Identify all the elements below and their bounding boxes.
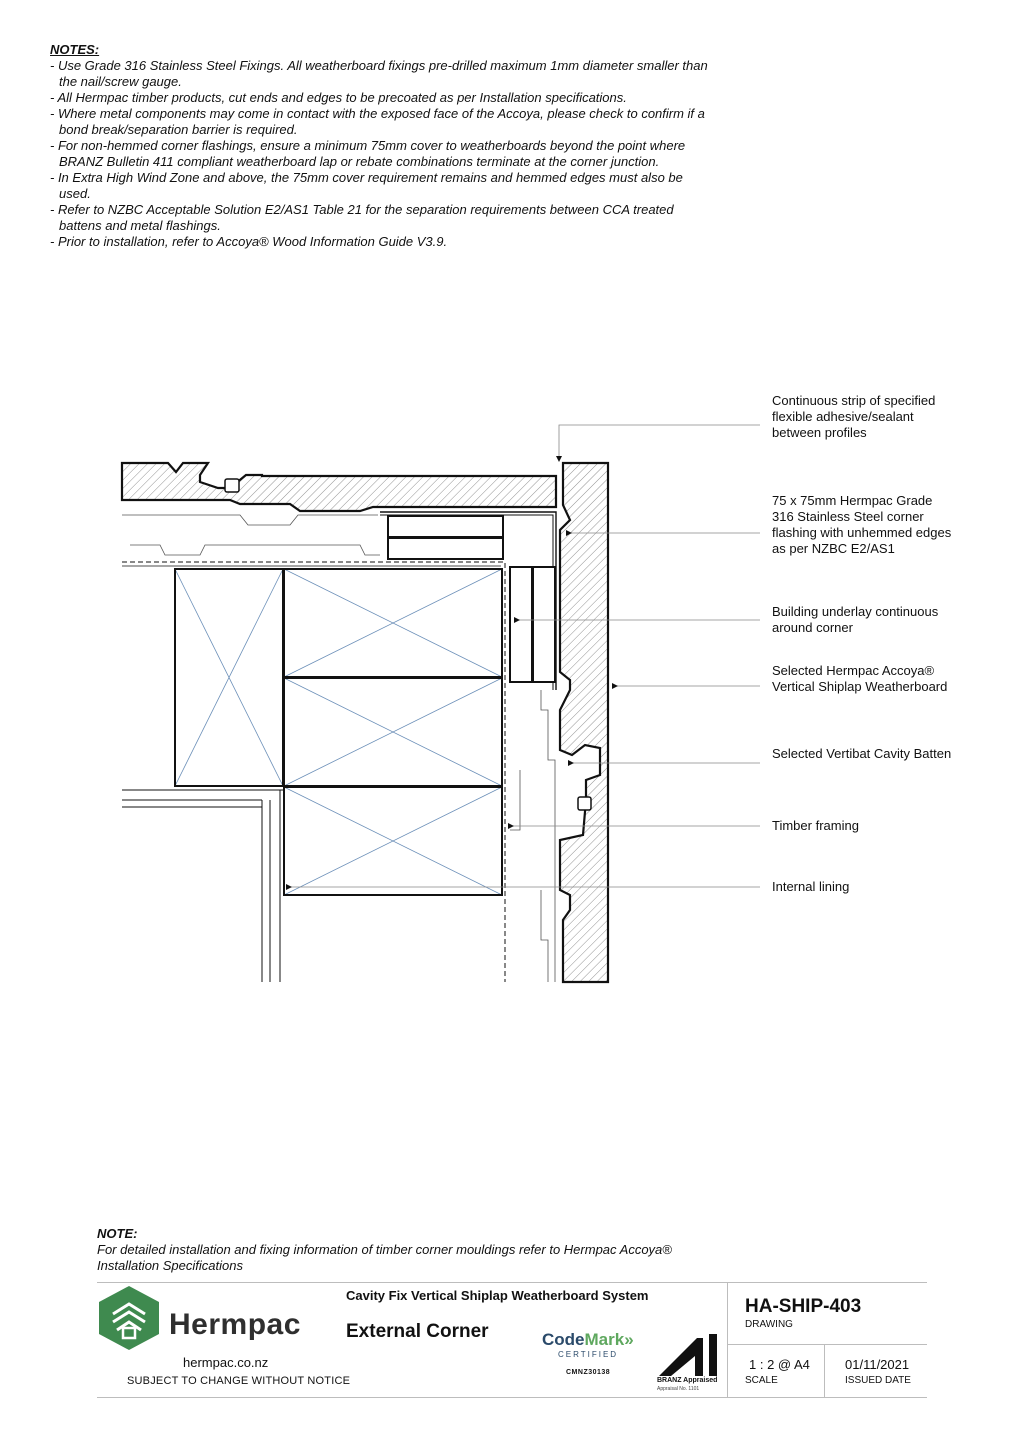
board-profile-line: [541, 890, 548, 982]
note-item: - All Hermpac timber products, cut ends and edges to be precoated as per Installation specifications.: [50, 90, 627, 105]
horizontal-cavity-batten: [388, 516, 503, 537]
title-block-divider: [727, 1282, 728, 1398]
board-profile-line: [510, 770, 520, 830]
callout-timber-framing: Timber framing: [772, 818, 859, 833]
title-block: [97, 1282, 927, 1398]
callout-corner-flashing: 75 x 75mm Hermpac Grade 316 Stainless Steel corner flashing with unhemmed edges as per NZBC E2/AS1: [772, 493, 952, 556]
installation-note: [97, 1226, 697, 1274]
issued-date-label: ISSUED DATE: [845, 1375, 911, 1386]
codemark-word: Code: [542, 1330, 585, 1349]
hermpac-logo-icon: [97, 1284, 161, 1352]
callout-internal-lining: Internal lining: [772, 879, 850, 894]
callout-weatherboard: Selected Hermpac Accoya® Vertical Shiplap Weatherboard: [772, 663, 948, 694]
codemark-chevrons-icon: »: [624, 1330, 634, 1349]
board-profile-line: [122, 515, 378, 525]
title-block-divider: [727, 1344, 927, 1345]
vertical-fixing: [578, 797, 591, 810]
vertical-cavity-batten: [533, 567, 555, 682]
system-title: Cavity Fix Vertical Shiplap Weatherboard System: [346, 1288, 649, 1303]
issued-date: 01/11/2021: [845, 1357, 910, 1372]
website-link[interactable]: hermpac.co.nz: [183, 1355, 269, 1370]
note-item: - Use Grade 316 Stainless Steel Fixings. All weatherboard fixings pre-drilled maximum 1mm diameter smaller than the nail/screw gauge.: [50, 58, 708, 89]
disclaimer: SUBJECT TO CHANGE WITHOUT NOTICE: [127, 1375, 351, 1387]
drawing-number: HA-SHIP-403: [745, 1296, 862, 1317]
callout-sealant: Continuous strip of specified flexible adhesive/sealant between profiles: [772, 393, 936, 440]
title-block-top-rule: [97, 1282, 927, 1283]
internal-lining: [122, 790, 283, 982]
building-underlay: [122, 562, 505, 982]
drawing-label: DRAWING: [745, 1319, 793, 1330]
branz-appraised-icon: [657, 1332, 719, 1378]
codemark-mark: Mark: [584, 1330, 625, 1349]
scale-value: 1 : 2 @ A4: [749, 1357, 810, 1372]
timber-framing: [175, 569, 502, 895]
callout-building-underlay: Building underlay continuous around corner: [772, 604, 939, 635]
horizontal-cavity-batten: [388, 538, 503, 559]
branz-number: Appraisal No. 1101: [657, 1386, 700, 1392]
installation-note-title: NOTE:: [97, 1226, 138, 1241]
installation-note-text: For detailed installation and fixing information of timber corner mouldings refer to Hermpac Accoya® Installation Specifications: [97, 1242, 672, 1273]
title-block-bottom-rule: [97, 1397, 927, 1398]
branz-label: BRANZ Appraised: [657, 1377, 718, 1384]
notes-title: NOTES:: [50, 42, 100, 57]
note-item: - For non-hemmed corner flashings, ensure a minimum 75mm cover to weatherboards beyond the point where BRANZ Bulletin 411 compliant weatherboard lap or rebate combinations terminate at the corner junction.: [50, 138, 686, 169]
board-profile-line: [541, 690, 555, 982]
vertical-weatherboard: [560, 463, 608, 982]
vertical-cavity-batten: [510, 567, 532, 682]
timber-framing-outline: [175, 569, 502, 895]
codemark-logo: [542, 1330, 634, 1350]
codemark-certified: CERTIFIED: [558, 1350, 619, 1359]
note-item: - Where metal components may come in contact with the exposed face of the Accoya, please check to confirm if a bond break/separation barrier is required.: [50, 106, 705, 137]
note-item: - Refer to NZBC Acceptable Solution E2/AS1 Table 21 for the separation requirements between CCA treated battens and metal flashings.: [50, 202, 674, 233]
board-profile-line: [130, 545, 380, 555]
detail-title: External Corner: [346, 1321, 489, 1342]
brand-name: Hermpac: [169, 1308, 301, 1341]
horizontal-weatherboard: [122, 463, 556, 511]
note-item: - Prior to installation, refer to Accoya® Wood Information Guide V3.9.: [50, 234, 448, 249]
callout-cavity-batten: Selected Vertibat Cavity Batten: [772, 746, 952, 761]
scale-label: SCALE: [745, 1375, 778, 1386]
note-item: - In Extra High Wind Zone and above, the 75mm cover requirement remains and hemmed edges must also be used.: [50, 170, 683, 201]
codemark-number: CMNZ30138: [566, 1369, 611, 1376]
title-block-divider: [824, 1344, 825, 1398]
horizontal-fixing: [225, 479, 239, 492]
